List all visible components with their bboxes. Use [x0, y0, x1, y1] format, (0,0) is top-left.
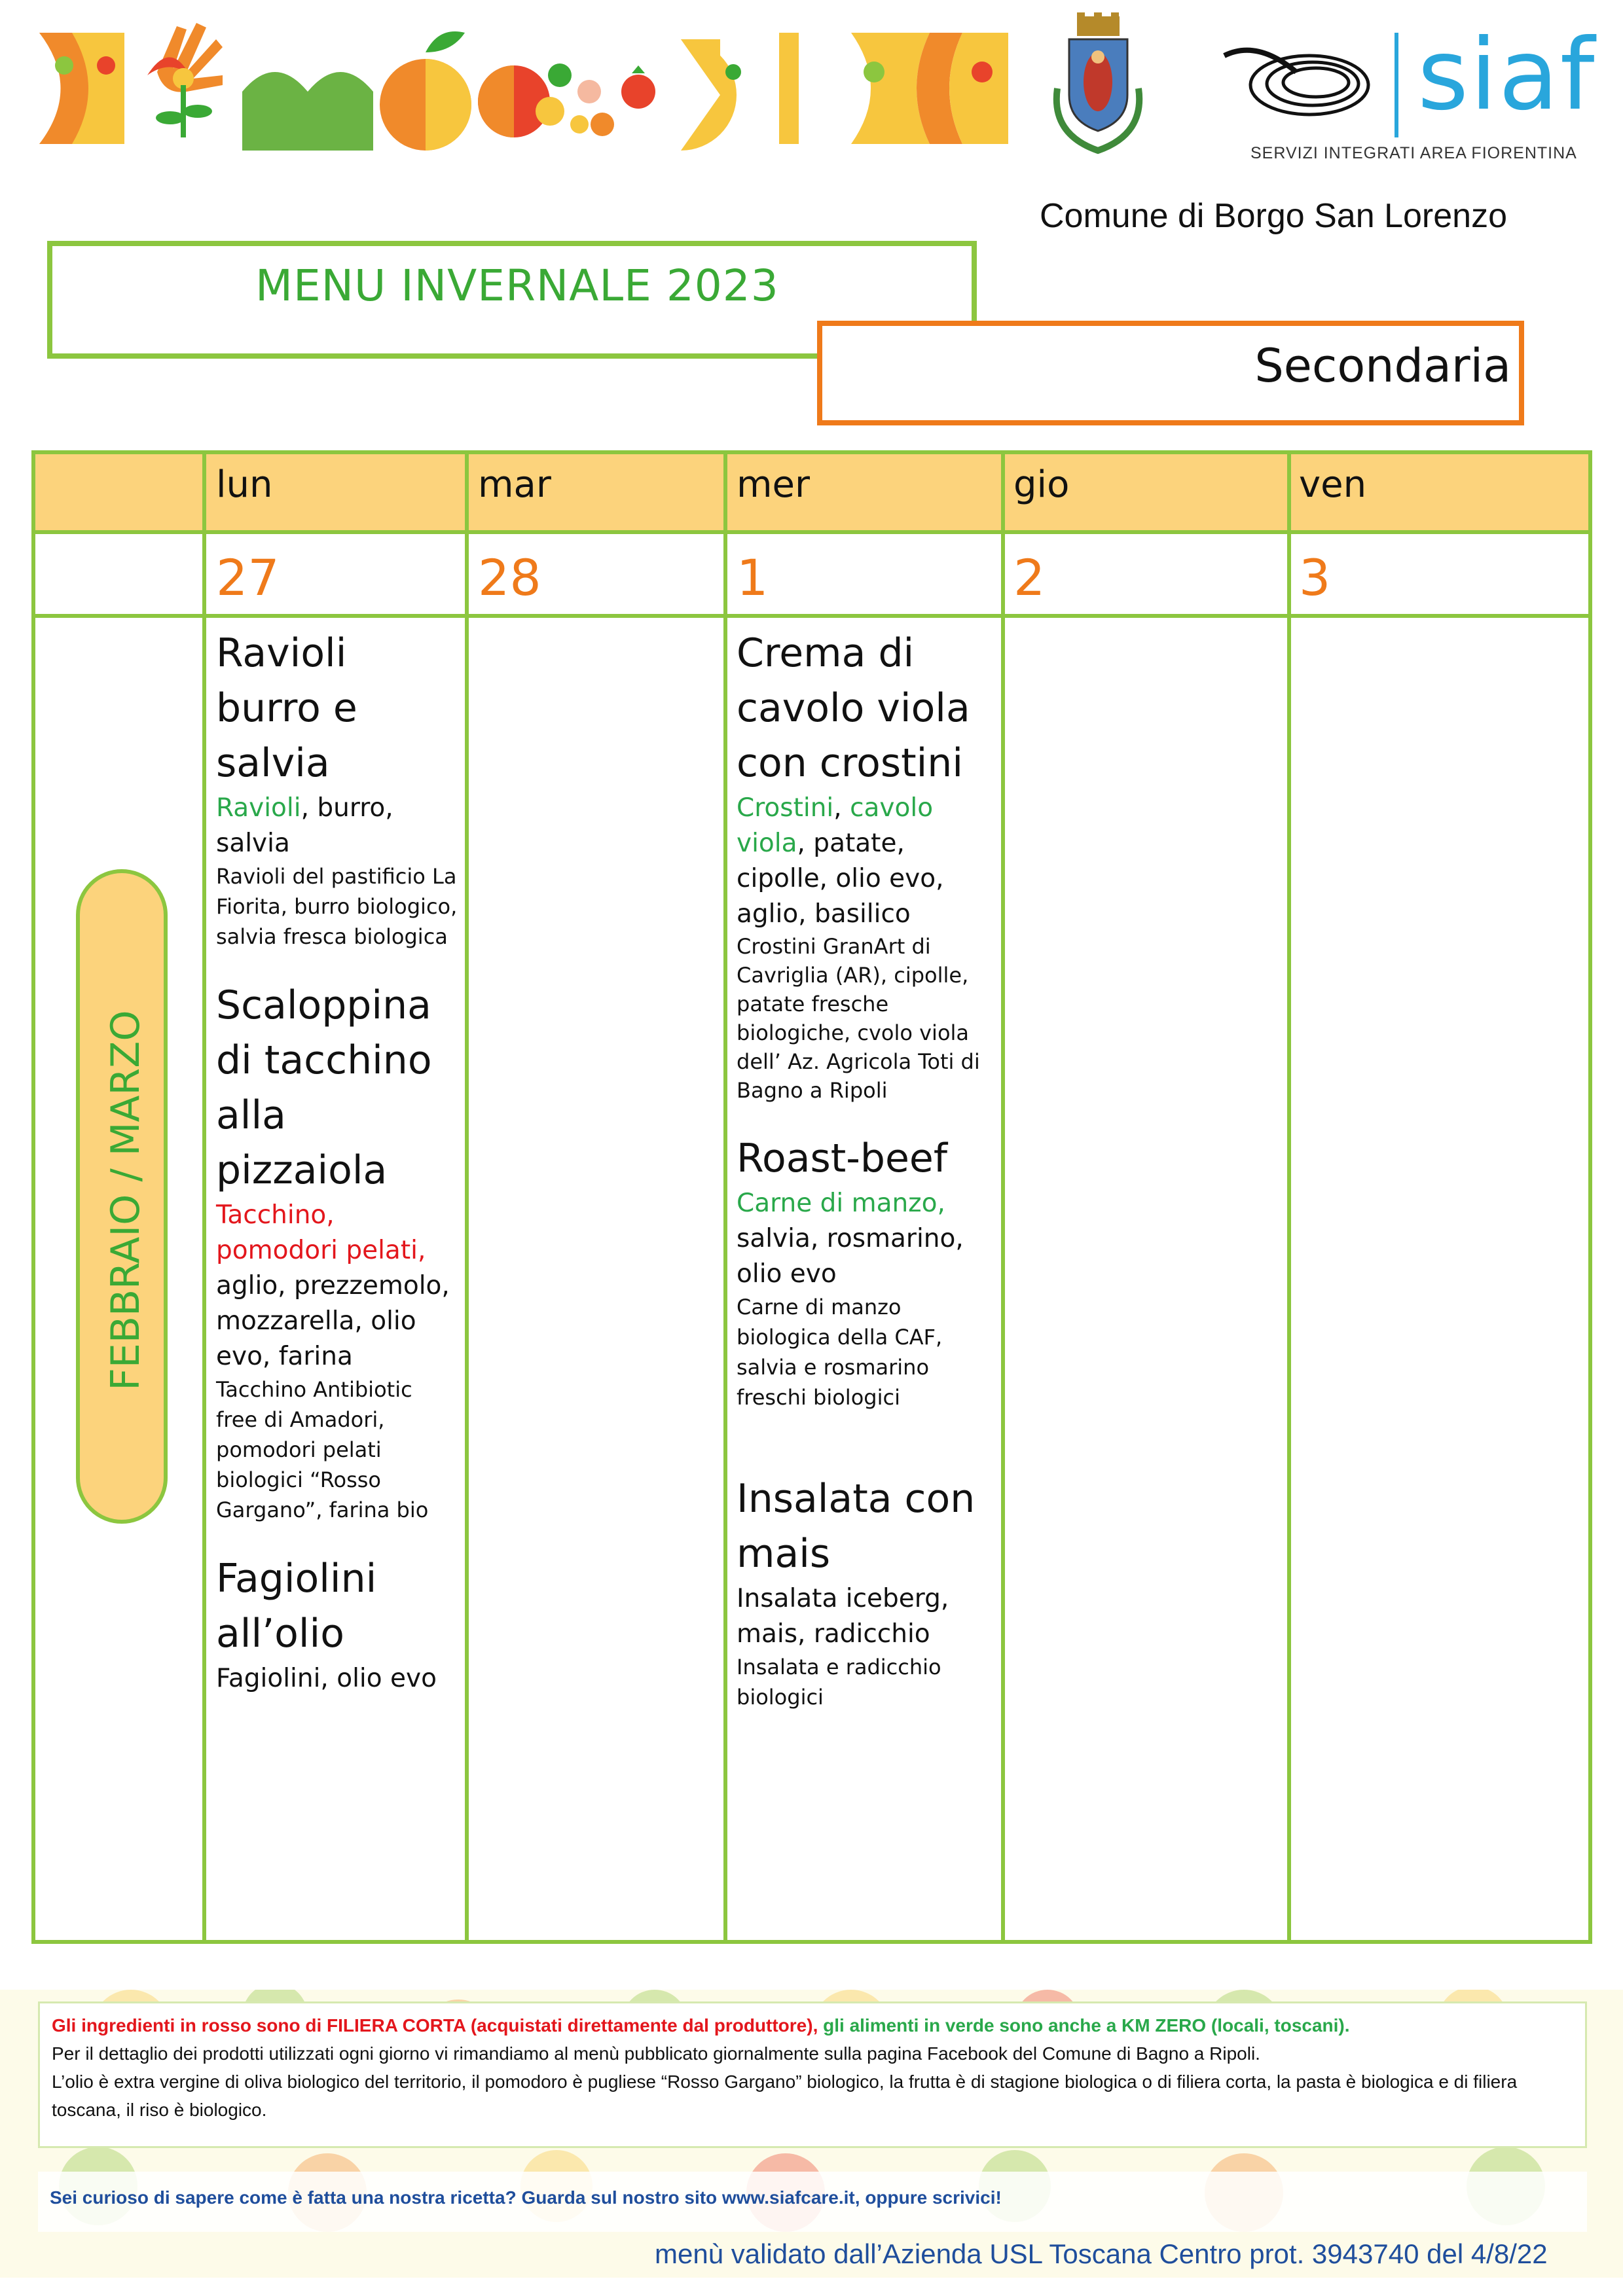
legend-km-zero: gli alimenti in verde sono anche a KM ZERO (locali, toscani). — [818, 2015, 1350, 2036]
municipal-coat-of-arms-icon — [1044, 10, 1152, 160]
siaf-logo-text: siaf — [1417, 18, 1596, 132]
monday-menu — [216, 626, 458, 1696]
school-level: Secondaria — [1254, 339, 1511, 393]
dish-ingredients — [737, 791, 995, 932]
dish-ingredients: salvia, rosmarino, olio evo — [737, 1224, 964, 1289]
dish-name: Insalata con mais — [737, 1476, 976, 1577]
column-divider — [202, 450, 206, 1944]
dish-ingredients — [216, 791, 458, 861]
ingredient-km-zero: Crostini — [737, 793, 834, 823]
dish-sourcing-note: Crostini GranArt di Cavriglia (AR), cipolle, patate fresche biologiche, cvolo viola dell’ Az. Agricola Toti di Bagno a Ripoli — [737, 934, 980, 1103]
menu-title: MENU INVERNALE 2023 — [255, 260, 779, 311]
dish-name: Crema di cavolo viola con crostini — [737, 630, 970, 786]
day-name-mer: mer — [737, 463, 811, 506]
weekly-menu-table — [31, 450, 1592, 1944]
column-divider — [1001, 450, 1005, 1944]
column-divider — [465, 450, 469, 1944]
day-name-gio: gio — [1013, 463, 1070, 506]
day-name-lun: lun — [216, 463, 273, 506]
school-level-box — [817, 321, 1524, 425]
date-ven: 3 — [1299, 548, 1331, 607]
day-name-ven: ven — [1299, 463, 1367, 506]
legend-facebook-note: Per il dettaglio dei prodotti utilizzati ogni giorno vi rimandiamo al menù pubblicato giornalmente sulla pagina Facebook del Comune di Bagno a Ripoli. — [52, 2043, 1260, 2064]
period-label: FEBBRAIO / MARZO — [103, 1010, 149, 1391]
siaf-tagline: SERVIZI INTEGRATI AREA FIORENTINA — [1250, 144, 1577, 162]
legend-filiera-corta: Gli ingredienti in rosso sono di FILIERA CORTA (acquistati direttamente dal produttore), — [52, 2015, 818, 2036]
dish-ingredients: Insalata iceberg, mais, radicchio — [737, 1584, 949, 1649]
dish-name: Fagiolini all’olio — [216, 1556, 377, 1657]
date-gio: 2 — [1013, 548, 1046, 607]
ingredient-km-zero: cavolo viola — [737, 793, 934, 858]
ingredient-separator: , — [833, 793, 850, 823]
dish-name: Scaloppina di tacchino alla pizzaiola — [216, 982, 432, 1193]
dish-name: Ravioli burro e salvia — [216, 630, 357, 786]
dish-name: Roast-beef — [737, 1136, 947, 1181]
period-label-pill — [76, 869, 168, 1524]
logo-separator — [1395, 33, 1398, 137]
column-divider — [1287, 450, 1291, 1944]
dish-ingredients: aglio, prezzemolo, mozzarella, olio evo, farina — [216, 1271, 450, 1371]
ingredient-km-zero: Ravioli — [216, 793, 301, 823]
validation-note: menù validato dall’Azienda USL Toscana Centro prot. 3943740 del 4/8/22 — [655, 2238, 1548, 2269]
recipe-website-note: Sei curioso di sapere come è fatta una nostra ricetta? Guarda sul nostro sito www.siafcare.it, oppure scrivici! — [38, 2172, 1587, 2232]
wednesday-menu — [737, 626, 995, 1712]
legend-line — [52, 2011, 1573, 2039]
ingredient-text: , patate, cipolle, olio evo, aglio, basilico — [737, 829, 944, 929]
dish-ingredients: Fagiolini, olio evo — [216, 1664, 437, 1693]
day-name-mar: mar — [478, 463, 551, 506]
column-divider — [723, 450, 727, 1944]
dish-sourcing-note: Carne di manzo biologica della CAF, salvia e rosmarino freschi biologici — [737, 1295, 943, 1410]
legend-note — [38, 2001, 1587, 2148]
decorative-food-illustration — [26, 13, 799, 164]
ingredient-filiera-corta: Tacchino, pomodori pelati, — [216, 1200, 426, 1265]
dish-sourcing-note: Tacchino Antibiotic free di Amadori, pomodori pelati biologici “Rosso Gargano”, farina bio — [216, 1377, 429, 1522]
ingredient-text: , burro, salvia — [216, 793, 393, 858]
ingredient-km-zero: Carne di manzo, — [737, 1189, 945, 1218]
siaf-logo — [1218, 20, 1597, 164]
date-mer: 1 — [737, 548, 769, 607]
decorative-face-illustration — [851, 13, 1048, 164]
siaf-swirl-icon — [1218, 33, 1375, 124]
date-mar: 28 — [478, 548, 541, 607]
date-lun: 27 — [216, 548, 280, 607]
dish-sourcing-note: Insalata e radicchio biologici — [737, 1655, 941, 1710]
dish-sourcing-note: Ravioli del pastificio La Fiorita, burro biologico, salvia fresca biologica — [216, 864, 458, 949]
legend-quality-note: L’olio è extra vergine di oliva biologico del territorio, il pomodoro è pugliese “Rosso Gargano” biologico, la frutta è di stagione biologica o di filiera corta, la pasta è biologica e di filiera toscana, il riso è biologico. — [52, 2072, 1518, 2120]
municipality-name: Comune di Borgo San Lorenzo — [1040, 197, 1508, 235]
